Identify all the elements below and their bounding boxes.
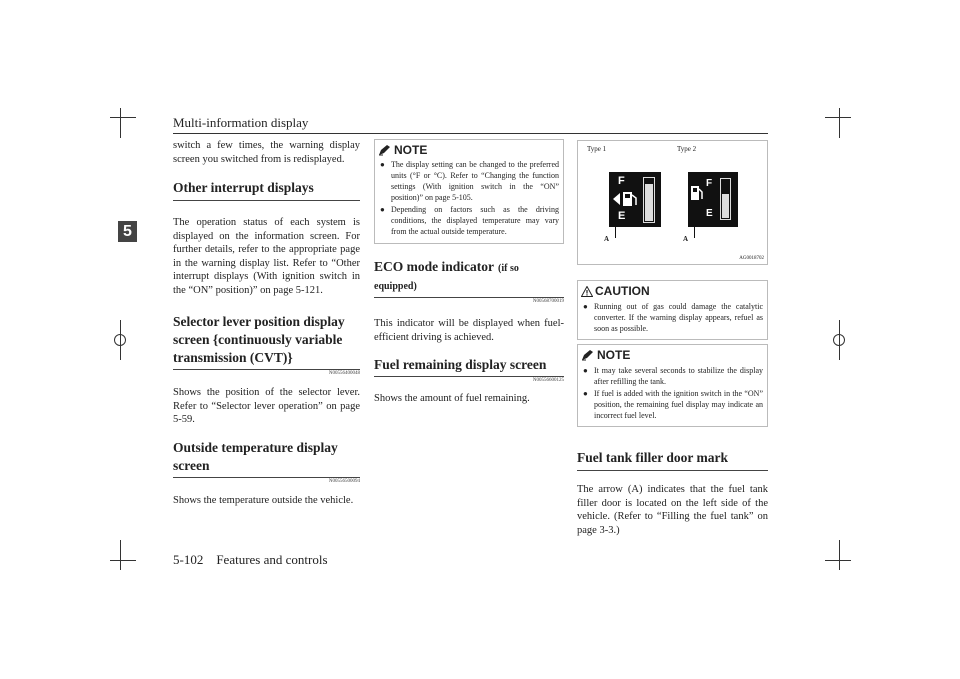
note-item: ● Depending on factors such as the driving conditions, the displayed temperature may vary from the actual outside temperature. <box>378 204 559 237</box>
gauge1-level-fill <box>645 184 653 221</box>
fuel-pump-icon <box>690 185 704 201</box>
gauge1-level-bar <box>643 177 655 223</box>
section-rule <box>374 376 564 377</box>
gauge2-level-bar <box>720 178 731 220</box>
section-code: N00556600125 <box>532 378 564 383</box>
section-body-outside-temp: Shows the temperature outside the vehicle. <box>173 494 354 506</box>
gauge1-empty-mark: E <box>618 210 626 222</box>
registration-mark-right <box>833 334 845 346</box>
caution-label: CAUTION <box>595 284 650 298</box>
crop-mark-bl-h <box>110 560 136 561</box>
crop-mark-tr-h <box>825 117 851 118</box>
page-footer: 5-102 Features and controls <box>173 552 328 567</box>
column-1 <box>173 139 360 507</box>
eco-heading-suffix: (if so equipped) <box>374 263 519 292</box>
arrow-label-2: A <box>683 235 689 243</box>
column-2 <box>374 139 564 406</box>
section-rule <box>173 200 360 201</box>
note-label: NOTE <box>597 348 631 362</box>
crop-mark-tl-h <box>110 117 136 118</box>
note-item: ● If fuel is added with the ignition switch in the “ON” position, the remaining fuel display may indicate an incorrect fuel level. <box>581 388 763 421</box>
crop-mark-br-h <box>825 560 851 561</box>
arrow-leader-2 <box>694 227 695 238</box>
section-heading-filler-door: Fuel tank filler door mark <box>577 450 728 465</box>
note-item: ● It may take several seconds to stabilize the display after refilling the tank. <box>581 365 763 387</box>
fuel-gauge-type2 <box>688 172 738 227</box>
section-body-eco: This indicator will be displayed when fuel-efficient driving is achieved. <box>374 318 564 343</box>
fuel-gauge-type1 <box>609 172 661 227</box>
arrow-label-1: A <box>604 235 610 243</box>
section-body-fuel: Shows the amount of fuel remaining. <box>374 393 530 404</box>
caution-header <box>581 284 763 298</box>
note-box <box>577 344 768 427</box>
section-code: N00556400048 <box>328 371 360 376</box>
figure-label-type2: Type 2 <box>677 145 697 153</box>
gauge2-level-fill <box>722 194 729 218</box>
section-heading-selector-lever: Selector lever position display screen {continuously variable transmission (CVT)} <box>173 314 345 365</box>
note-header <box>581 348 763 362</box>
eco-heading-text: ECO mode indicator <box>374 259 494 274</box>
gauge1-full-mark: F <box>618 175 625 187</box>
section-body-other-interrupt: The operation status of each system is displayed on the information screen. For further details, refer to the appropriate page in the warning display list. Refer to “Other interrupt displays (With ignition switch in the “ON” position)” on page 5-121. <box>173 217 360 296</box>
section-heading-other-interrupt: Other interrupt displays <box>173 180 314 195</box>
crop-mark-bl-v <box>120 540 121 570</box>
note-label: NOTE <box>394 143 428 157</box>
section-heading-outside-temp: Outside temperature display screen <box>173 439 338 473</box>
section-heading-fuel: Fuel remaining display screen <box>374 357 547 372</box>
section-code: N00556500094 <box>328 478 360 484</box>
note-pencil-icon <box>378 145 392 156</box>
section-heading-eco <box>374 258 564 294</box>
figure-code: AG0018702 <box>739 256 764 261</box>
caution-item: ● Running out of gas could damage the catalytic converter. If the warning display appears, refuel as soon as possible. <box>581 301 763 334</box>
caution-box <box>577 280 768 340</box>
running-header: Multi-information display <box>173 115 309 130</box>
registration-mark-left <box>114 334 126 346</box>
fuel-pump-icon <box>613 190 639 208</box>
gauge2-empty-mark: E <box>706 208 713 219</box>
chapter-tab: 5 <box>118 221 137 242</box>
warning-triangle-icon <box>581 286 593 297</box>
arrow-leader-1 <box>615 227 616 238</box>
section-rule <box>577 470 768 471</box>
section-code: N00568700019 <box>532 299 564 304</box>
gauge2-full-mark: F <box>706 178 713 189</box>
section-body-selector-lever: Shows the position of the selector lever. Refer to “Selector lever operation” on page 5-59. <box>173 387 360 425</box>
crop-mark-tl-v <box>120 108 121 138</box>
crop-mark-tr-v <box>839 108 840 138</box>
crop-mark-br-v <box>839 540 840 570</box>
note-item: ● The display setting can be changed to the preferred units (°F or °C). Refer to “Changing the function settings (With ignition switch in the “ON” position)” on page 5-105. <box>378 159 559 203</box>
section-rule <box>173 369 360 370</box>
note-pencil-icon <box>581 350 595 361</box>
note-box <box>374 139 564 244</box>
fuel-gauge-figure <box>577 140 768 265</box>
note-header <box>378 143 559 157</box>
intro-text: switch a few times, the warning display screen you switched from is redisplayed. <box>173 140 360 165</box>
header-rule <box>173 133 768 134</box>
section-rule <box>374 297 564 298</box>
section-rule <box>173 477 360 478</box>
column-3 <box>577 280 768 537</box>
section-body-filler-door: The arrow (A) indicates that the fuel tank filler door is located on the left side of the vehicle. (Refer to “Filling the fuel tank” on page 3-3.) <box>577 484 768 536</box>
figure-label-type1: Type 1 <box>587 145 607 153</box>
